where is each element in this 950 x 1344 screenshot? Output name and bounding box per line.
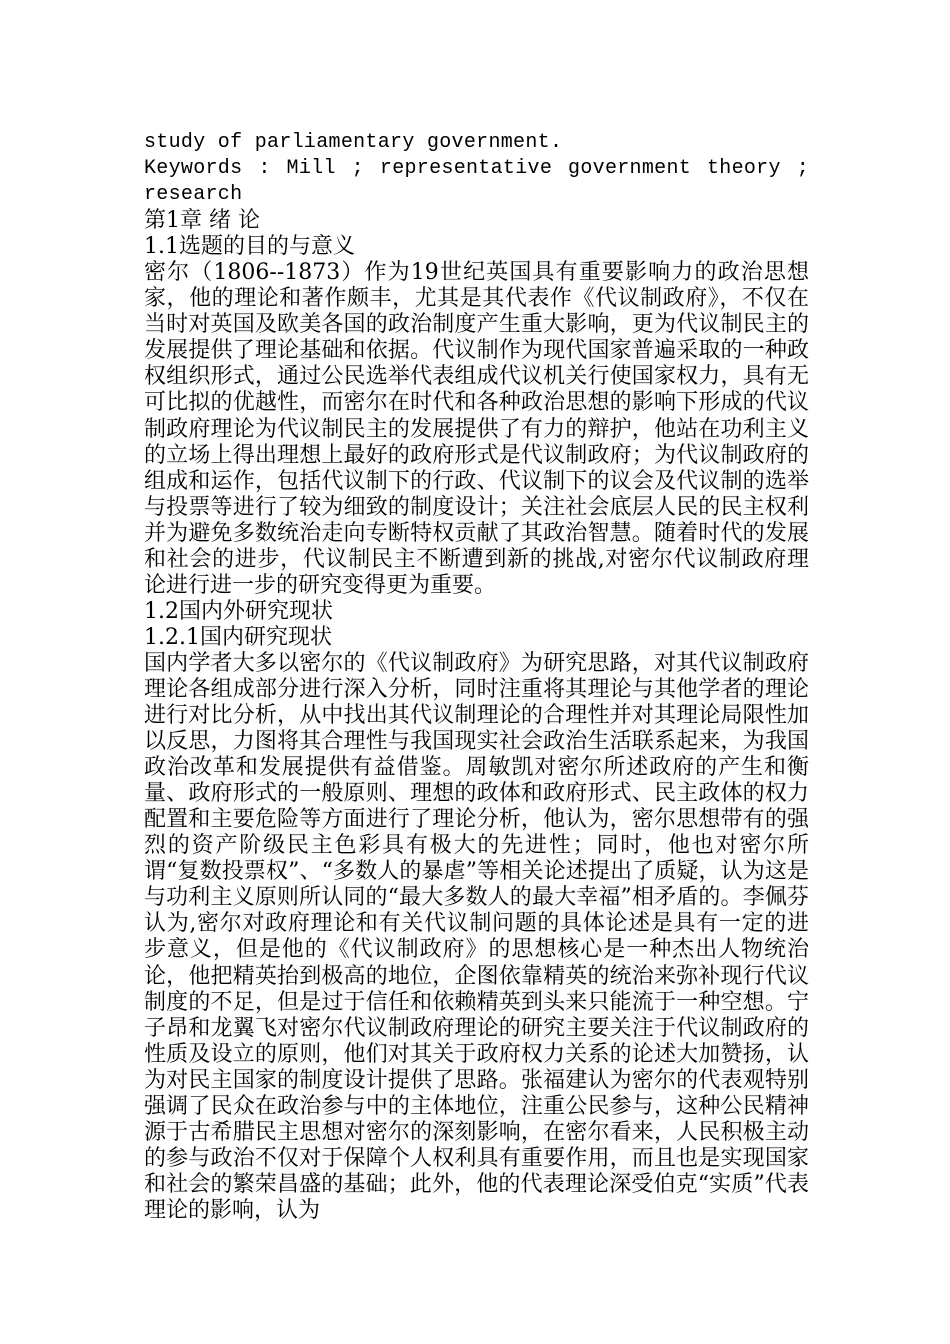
- document-body: [144, 130, 822, 1224]
- subsection-heading-1-2-1: 1.2.1国内研究现状: [144, 624, 332, 650]
- body-paragraph-1-2-1: 国内学者大多以密尔的《代议制政府》为研究思路，对其代议制政府理论各组成部分进行深入分析，同时注重将其理论与其他学者的理论进行对比分析，从中找出其代议制理论的合理性并对其理论局限性加以反思，力图将其合理性与我国现实社会政治生活联系起来，为我国政治改革和发展提供有益借鉴。周敏凯对密尔所述政府的产生和衡量、政府形式的一般原则、理想的政体和政府形式、民主政体的权力配置和主要危险等方面进行了理论分析，他认为，密尔思想带有的强烈的资产阶级民主色彩具有极大的先进性；同时，他也对密尔所谓“复数投票权”、“多数人的暴虐”等相关论述提出了质疑，认为这是与功利主义原则所认同的“最大多数人的最大幸福”相矛盾的。李佩芬认为,密尔对政府理论和有关代议制问题的具体论述是具有一定的进步意义，但是他的《代议制政府》的思想核心是一种杰出人物统治论，他把精英抬到极高的地位，企图依靠精英的统治来弥补现行代议制度的不足，但是过于信任和依赖精英到头来只能流于一种空想。宁子昂和龙翼飞对密尔代议制政府理论的研究主要关注于代议制政府的性质及设立的原则，他们对其关于政府权力关系的论述大加赞扬，认为对民主国家的制度设计提供了思路。张福建认为密尔的代表观特别强调了民众在政治参与中的主体地位，注重公民参与，这种公民精神源于古希腊民主思想对密尔的深刻影响，在密尔看来，人民积极主动的参与政治不仅对于保障个人权利具有重要作用，而且也是实现国家和社会的繁荣昌盛的基础；此外，他的代表理论深受伯克“实质”代表理论的影响，认为: [144, 650, 809, 1223]
- section-heading-1-1: 1.1选题的目的与意义: [144, 234, 355, 260]
- chapter-heading: 第1章 绪 论: [144, 208, 260, 234]
- body-paragraph-1-1: 密尔（1806--1873）作为19世纪英国具有重要影响力的政治思想家，他的理论和著作颇丰，尤其是其代表作《代议制政府》，不仅在当时对英国及欧美各国的政治制度产生重大影响，更为代议制民主的发展提供了理论基础和依据。代议制作为现代国家普遍采取的一种政权组织形式，通过公民选举代表组成代议机关行使国家权力，具有无可比拟的优越性，而密尔在时代和各种政治思想的影响下形成的代议制政府理论为代议制民主的发展提供了有力的辩护，他站在功利主义的立场上得出理想上最好的政府形式是代议制政府；为代议制政府的组成和运作，包括代议制下的行政、代议制下的议会及代议制的选举与投票等进行了较为细致的制度设计；关注社会底层人民的民主权利并为避免多数统治走向专断特权贡献了其政治智慧。随着时代的发展和社会的进步，代议制民主不断遭到新的挑战,对密尔代议制政府理论进行进一步的研究变得更为重要。: [144, 260, 809, 598]
- section-heading-1-2: 1.2国内外研究现状: [144, 598, 333, 624]
- abstract-closing-line: study of parliamentary government.: [144, 131, 563, 154]
- keywords-line: Keywords : Mill ; representative government theory ; research: [144, 157, 822, 207]
